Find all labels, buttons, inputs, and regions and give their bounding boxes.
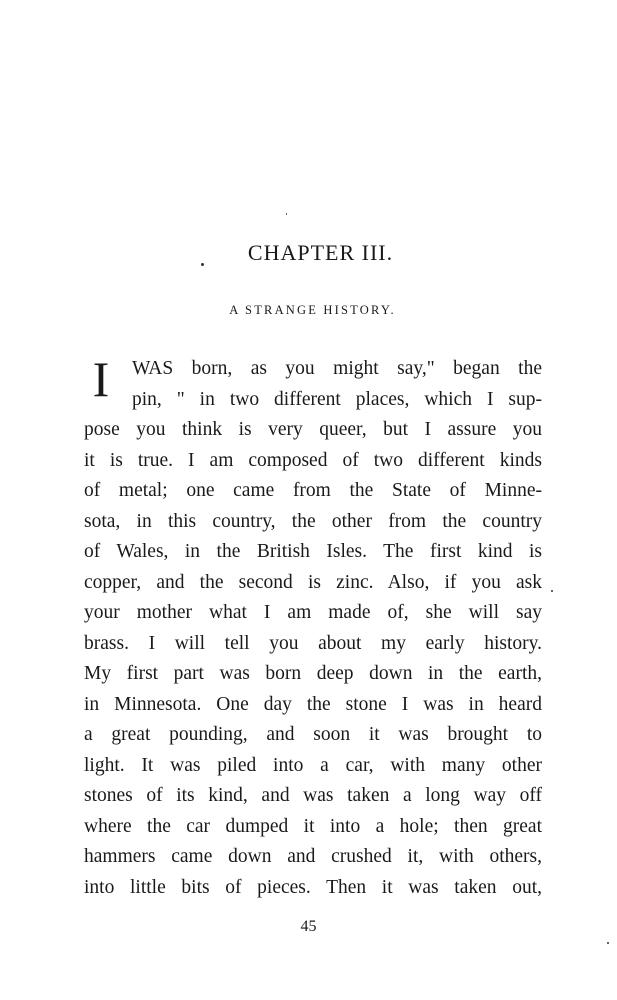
text-line: sota, in this country, the other from the country <box>84 510 542 532</box>
text-line: it is true. I am composed of two different kinds <box>84 449 542 471</box>
text-line: where the car dumped it into a hole; then great <box>84 815 542 837</box>
text-line: My first part was born deep down in the earth, <box>84 663 542 684</box>
print-speck <box>201 263 204 266</box>
text-line: your mother what I am made of, she will say <box>84 602 542 623</box>
text-line: hammers came down and crushed it, with others, <box>84 846 542 867</box>
text-line: WAS born, as you might say," began the <box>132 358 542 379</box>
text-line: copper, and the second is zinc. Also, if you ask <box>84 571 542 593</box>
text-line: stones of its kind, and was taken a long way off <box>84 785 542 806</box>
text-line: a great pounding, and soon it was brought to <box>84 724 542 745</box>
drop-cap: I <box>92 351 110 407</box>
text-line: of Wales, in the British Isles. The first kind is <box>84 541 542 562</box>
text-line: of metal; one came from the State of Minne- <box>84 480 542 501</box>
body-text <box>84 351 542 903</box>
text-line: light. It was piled into a car, with many other <box>84 754 542 776</box>
page-number: 45 <box>300 918 317 935</box>
chapter-title <box>0 240 617 266</box>
text-line: into little bits of pieces. Then it was taken out, <box>84 876 542 898</box>
print-speck <box>607 942 609 944</box>
chapter-subtitle: A STRANGE HISTORY. <box>229 303 396 317</box>
text-line: in Minnesota. One day the stone I was in heard <box>84 693 542 715</box>
text-line: pose you think is very queer, but I assure you <box>84 419 542 440</box>
text-line: pin, " in two different places, which I sup- <box>132 388 542 410</box>
chapter-title-text: CHAPTER III. <box>247 240 394 265</box>
print-speck <box>286 213 287 215</box>
text-line: brass. I will tell you about my early history. <box>84 632 542 654</box>
print-speck <box>551 590 553 592</box>
